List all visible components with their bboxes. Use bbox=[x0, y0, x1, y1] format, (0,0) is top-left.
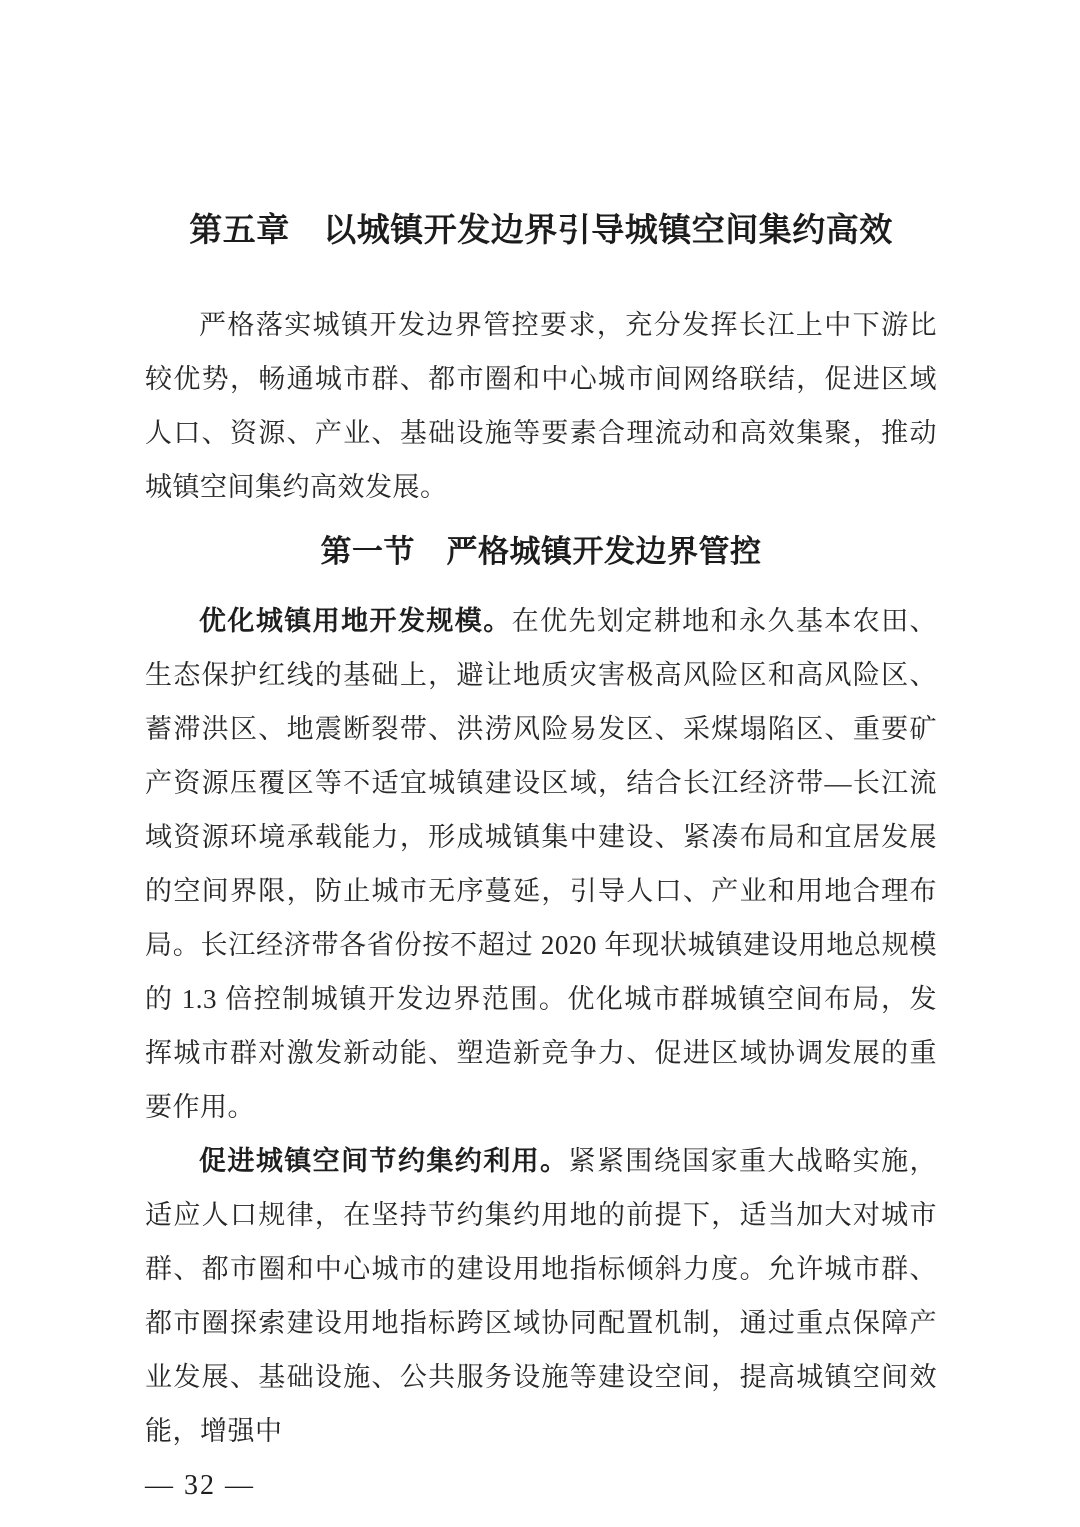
paragraph-body-text: 在优先划定耕地和永久基本农田、生态保护红线的基础上，避让地质灾害极高风险区和高风险区、蓄滞洪区、地震断裂带、洪涝风险易发区、采煤塌陷区、重要矿产资源压覆区等不适宜城镇建设区域，结合长江经济带—长江流域资源环境承载能力，形成城镇集中建设、紧凑布局和宜居发展的空间界限，防止城市无序蔓延，引导人口、产业和用地合理布局。长江经济带各省份按不超过 2020 年现状城镇建设用地总规模的 1.3 倍控制城镇开发边界范围。优化城市群城镇空间布局，发挥城市群对激发新动能、塑造新竞争力、促进区域协调发展的重要作用。 bbox=[145, 606, 938, 1122]
chapter-title: 第五章 以城镇开发边界引导城镇空间集约高效 bbox=[189, 211, 893, 248]
intro-paragraph: 严格落实城镇开发边界管控要求，充分发挥长江上中下游比较优势，畅通城市群、都市圈和中心城市间网络联结，促进区域人口、资源、产业、基础设施等要素合理流动和高效集聚，推动城镇空间集约高效发展。 bbox=[145, 310, 937, 502]
paragraph-promote-intensive-use bbox=[145, 1134, 937, 1458]
paragraph-optimize-urban-land bbox=[145, 594, 937, 1134]
paragraph-lead: 促进城镇空间节约集约利用。 bbox=[199, 1146, 569, 1176]
paragraph-lead: 优化城镇用地开发规模。 bbox=[199, 606, 512, 636]
paragraph-body-text: 紧紧围绕国家重大战略实施，适应人口规律，在坚持节约集约用地的前提下，适当加大对城市群、都市圈和中心城市的建设用地指标倾斜力度。允许城市群、都市圈探索建设用地指标跨区域协同配置机制，通过重点保障产业发展、基础设施、公共服务设施等建设空间，提高城镇空间效能，增强中 bbox=[145, 1146, 938, 1446]
section-heading: 第一节 严格城镇开发边界管控 bbox=[320, 534, 762, 569]
document-body bbox=[145, 298, 937, 1506]
page-number: — 32 — bbox=[145, 1470, 255, 1501]
